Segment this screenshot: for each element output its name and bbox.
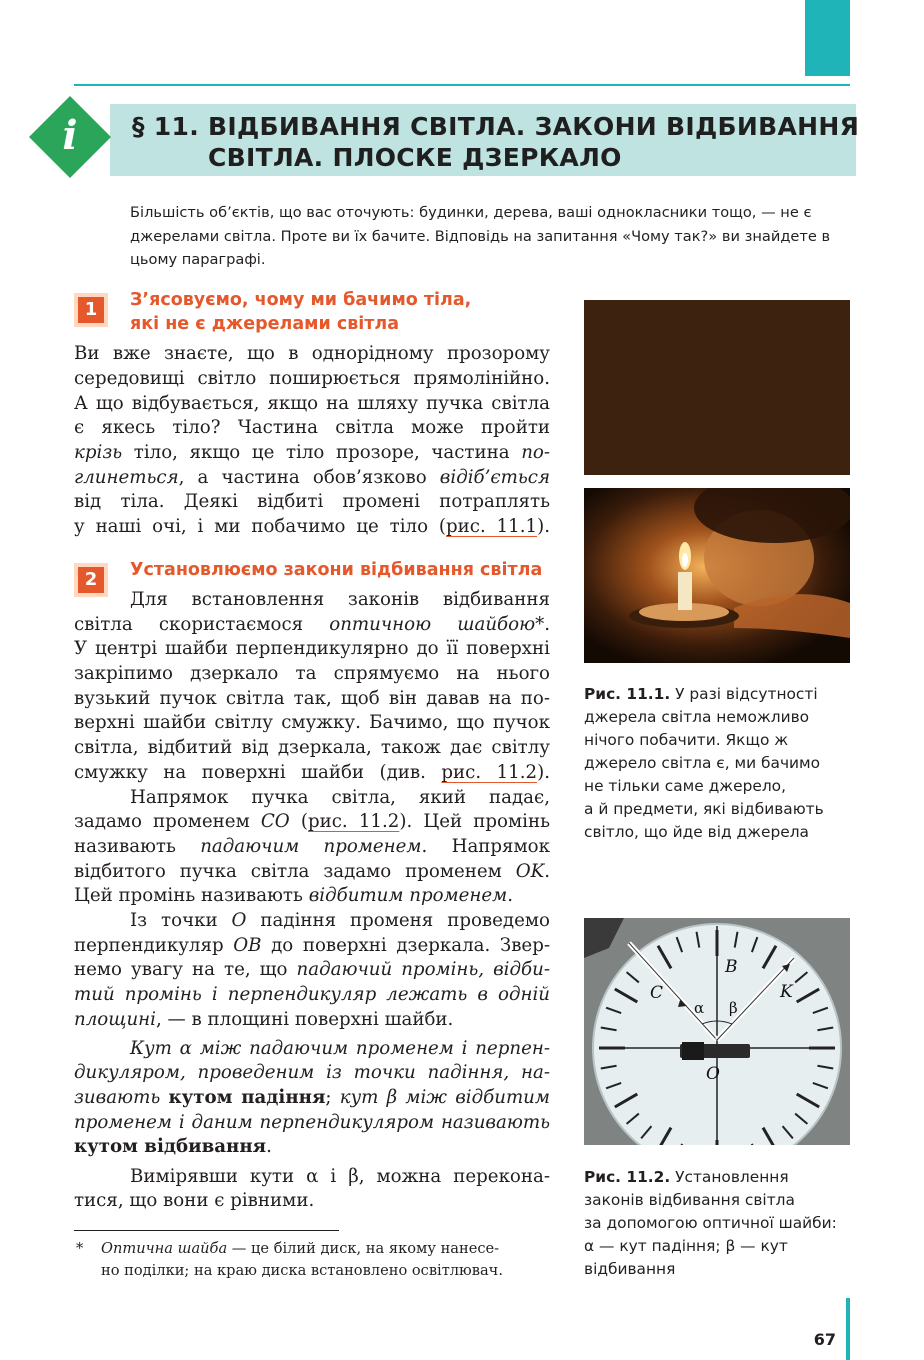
- italic-term: СО: [260, 811, 290, 832]
- section-2-number: 2: [78, 567, 104, 593]
- text-line: У центрі шайби перпендикулярно до її поверхні: [74, 638, 550, 659]
- text-span: ).: [537, 516, 550, 537]
- label-C: C: [650, 983, 664, 1003]
- intro-paragraph: Більшість об’єктів, що вас оточують: будинки, дерева, ваші однокласники тощо, — не є джерелами світла. Проте ви їх бачите. Відповідь на запитання «Чому так?» ви знайдете в цьому параграфі.: [130, 204, 831, 268]
- text-line: [74, 860, 550, 885]
- dark-room-photo: [584, 300, 850, 475]
- figure-reference-link[interactable]: рис. 11.2: [307, 811, 400, 832]
- bold-term: кутом відбивання: [74, 1136, 267, 1157]
- footnote-marker: *.: [535, 614, 550, 635]
- text-line: Для встановлення законів відбивання: [130, 589, 550, 610]
- text-span: , а частина обов’язково: [178, 467, 440, 488]
- italic-term: Кут α між падаючим променем і перпен-: [130, 1038, 550, 1059]
- italic-term: крізь: [74, 442, 123, 463]
- page-edge-tab: [805, 0, 850, 76]
- text-line: [74, 810, 550, 835]
- italic-term: тий промінь і перпендикуляр лежать в одній: [74, 984, 550, 1005]
- text-span: ). Цей промінь: [399, 811, 550, 832]
- section-1-heading-line-2: які не є джерелами світла: [130, 314, 400, 334]
- text-line: [74, 515, 550, 540]
- text-line: [74, 466, 550, 491]
- text-line: верхні шайби світлу смужку. Бачимо, що пучок: [74, 712, 550, 733]
- candle-scene-illustration: [584, 488, 850, 663]
- label-O: O: [706, 1064, 720, 1084]
- text-line: [74, 983, 550, 1008]
- label-B: B: [725, 957, 738, 977]
- title-band: [110, 104, 860, 176]
- text-span: ).: [537, 762, 550, 783]
- text-line: тися, що вони є рівними.: [74, 1190, 315, 1211]
- text-line: [74, 1135, 550, 1160]
- italic-term: по-: [521, 442, 550, 463]
- header-rule: [74, 84, 850, 86]
- text-line: [74, 613, 550, 638]
- section-2-heading: Установлюємо закони відбивання світла: [130, 560, 543, 580]
- italic-term: кут β між відбитим: [339, 1087, 550, 1108]
- text-span: У разі відсутності: [670, 685, 818, 703]
- text-span: падіння променя проведемо: [246, 910, 550, 931]
- text-span: смужку на поверхні шайби (див.: [74, 762, 442, 783]
- italic-term: глинеться: [74, 467, 179, 488]
- italic-term: площині: [74, 1009, 156, 1030]
- label-alpha: α: [694, 999, 705, 1017]
- italic-term: Оптична шайба: [101, 1240, 228, 1257]
- figure-11-2-caption-line: α — кут падіння; β — кут: [584, 1237, 788, 1255]
- text-span: . Напрямок: [421, 836, 550, 857]
- text-line: закріпимо дзеркало та спрямуємо на нього: [74, 663, 550, 684]
- text-span: — це білий диск, на якому нанесе-: [227, 1240, 500, 1257]
- text-span: до поверхні дзеркала. Звер-: [261, 935, 550, 956]
- text-span: , — в площині поверхні шайби.: [155, 1009, 454, 1030]
- italic-term: падаючий промінь, відби-: [296, 959, 550, 980]
- text-span: світла скористаємося: [74, 614, 330, 635]
- section-1-heading-line-1: З’ясовуємо, чому ми бачимо тіла,: [130, 290, 472, 310]
- page-number: 67: [813, 1330, 836, 1349]
- text-span: ;: [325, 1087, 340, 1108]
- footnote-marker: *: [76, 1240, 84, 1257]
- italic-term: оптичною шайбою: [329, 614, 536, 635]
- text-span: Цей промінь називають: [74, 885, 309, 906]
- section-2-number-badge: [74, 563, 108, 597]
- italic-term: променем і даним перпендикуляром називають: [74, 1112, 550, 1133]
- italic-term: відбитим променем: [308, 885, 508, 906]
- text-span: .: [266, 1136, 272, 1157]
- text-line: [74, 1008, 550, 1033]
- figure-11-2-caption-line: за допомогою оптичної шайби:: [584, 1214, 837, 1232]
- italic-term: ОK: [515, 861, 545, 882]
- section-1-number-badge: [74, 293, 108, 327]
- text-span: Установлення: [670, 1168, 789, 1186]
- text-span: .: [507, 885, 514, 906]
- text-line: А що відбувається, якщо на шляху пучка світла: [74, 393, 550, 414]
- text-span: Із точки: [130, 910, 232, 931]
- candle-girl-photo: [584, 488, 850, 663]
- text-line: [130, 909, 550, 934]
- figure-11-1-caption-line: джерела світла неможливо: [584, 708, 810, 726]
- text-line: [74, 1061, 550, 1086]
- text-line: світла, відбитий від дзеркала, також дає світлу: [74, 737, 550, 758]
- text-line: [74, 934, 550, 959]
- text-span: (: [289, 811, 308, 832]
- text-line: Напрямок пучка світла, який падає,: [130, 787, 550, 808]
- text-line: вузький пучок світла так, щоб він давав на по-: [74, 688, 550, 709]
- text-line: [74, 1111, 550, 1136]
- page-title-line-1: § 11. ВІДБИВАННЯ СВІТЛА. ЗАКОНИ ВІДБИВАННЯ: [132, 112, 860, 141]
- footnote-rule: [74, 1230, 339, 1231]
- figure-reference-link[interactable]: рис. 11.1: [446, 516, 538, 537]
- text-line: від тіла. Деякі відбиті промені потраплять: [74, 491, 550, 512]
- text-line: [130, 1037, 550, 1062]
- info-icon-letter: i: [62, 112, 78, 159]
- caption-label: Рис. 11.2.: [584, 1168, 671, 1186]
- text-span: .: [544, 861, 550, 882]
- figure-11-1-caption-line: нічого побачити. Якщо ж: [584, 731, 789, 749]
- footnote-line-1: [101, 1238, 499, 1260]
- text-span: задамо променем: [74, 811, 261, 832]
- figure-11-1-caption-line: а й предмети, які відбивають: [584, 800, 824, 818]
- text-line: [74, 1086, 550, 1111]
- label-K: K: [780, 982, 793, 1002]
- text-span: відбитого пучка світла задамо променем: [74, 861, 516, 882]
- optical-disc-illustration: [584, 918, 850, 1145]
- section-1-number: 1: [78, 297, 104, 323]
- italic-term: зивають: [74, 1087, 169, 1108]
- caption-label: Рис. 11.1.: [584, 685, 671, 703]
- figure-11-2-caption-line: [584, 1166, 789, 1189]
- page-title-line-2: СВІТЛА. ПЛОСКЕ ДЗЕРКАЛО: [208, 143, 622, 172]
- text-line: [74, 884, 550, 909]
- text-span: перпендикуляр: [74, 935, 234, 956]
- text-line: є якесь тіло? Частина світла може пройти: [74, 417, 550, 438]
- text-line: [74, 835, 550, 860]
- bold-term: кутом падіння: [168, 1087, 326, 1108]
- text-span: у наші очі, і ми побачимо це тіло (: [74, 516, 446, 537]
- italic-term: дикуляром, проведеним із точки падіння, на-: [74, 1062, 550, 1083]
- text-line: Ви вже знаєте, що в однорідному прозорому: [74, 343, 550, 364]
- page-edge-bar: [846, 1298, 850, 1360]
- figure-reference-link[interactable]: рис. 11.2: [441, 762, 538, 783]
- figure-11-1-caption-line: не тільки саме джерело,: [584, 777, 786, 795]
- text-line: [74, 441, 550, 466]
- text-line: [74, 761, 550, 786]
- text-line: Вимірявши кути α і β, можна переконa-: [130, 1166, 550, 1187]
- italic-term: ОВ: [233, 935, 262, 956]
- figure-11-1-caption-line: світло, що йде від джерела: [584, 823, 809, 841]
- label-beta: β: [729, 999, 738, 1017]
- text-line: [74, 958, 550, 983]
- text-span: тіло, якщо це тіло прозоре, частина: [122, 442, 522, 463]
- figure-11-1-caption-line: [584, 683, 818, 706]
- figure-11-2-caption-line: відбивання: [584, 1260, 676, 1278]
- italic-term: відіб’ється: [439, 467, 550, 488]
- text-line: середовищі світло поширюється прямолінійно.: [74, 368, 550, 389]
- footnote-line-2: но поділки; на краю диска встановлено освітлювач.: [101, 1262, 503, 1279]
- text-span: немо увагу на те, що: [74, 959, 297, 980]
- optical-disc-photo: [584, 918, 850, 1145]
- italic-term: падаючим променем: [200, 836, 422, 857]
- figure-11-2-caption-line: законів відбивання світла: [584, 1191, 795, 1209]
- text-span: називають: [74, 836, 201, 857]
- figure-11-1-caption-line: джерело світла є, ми бачимо: [584, 754, 821, 772]
- italic-term: О: [231, 910, 247, 931]
